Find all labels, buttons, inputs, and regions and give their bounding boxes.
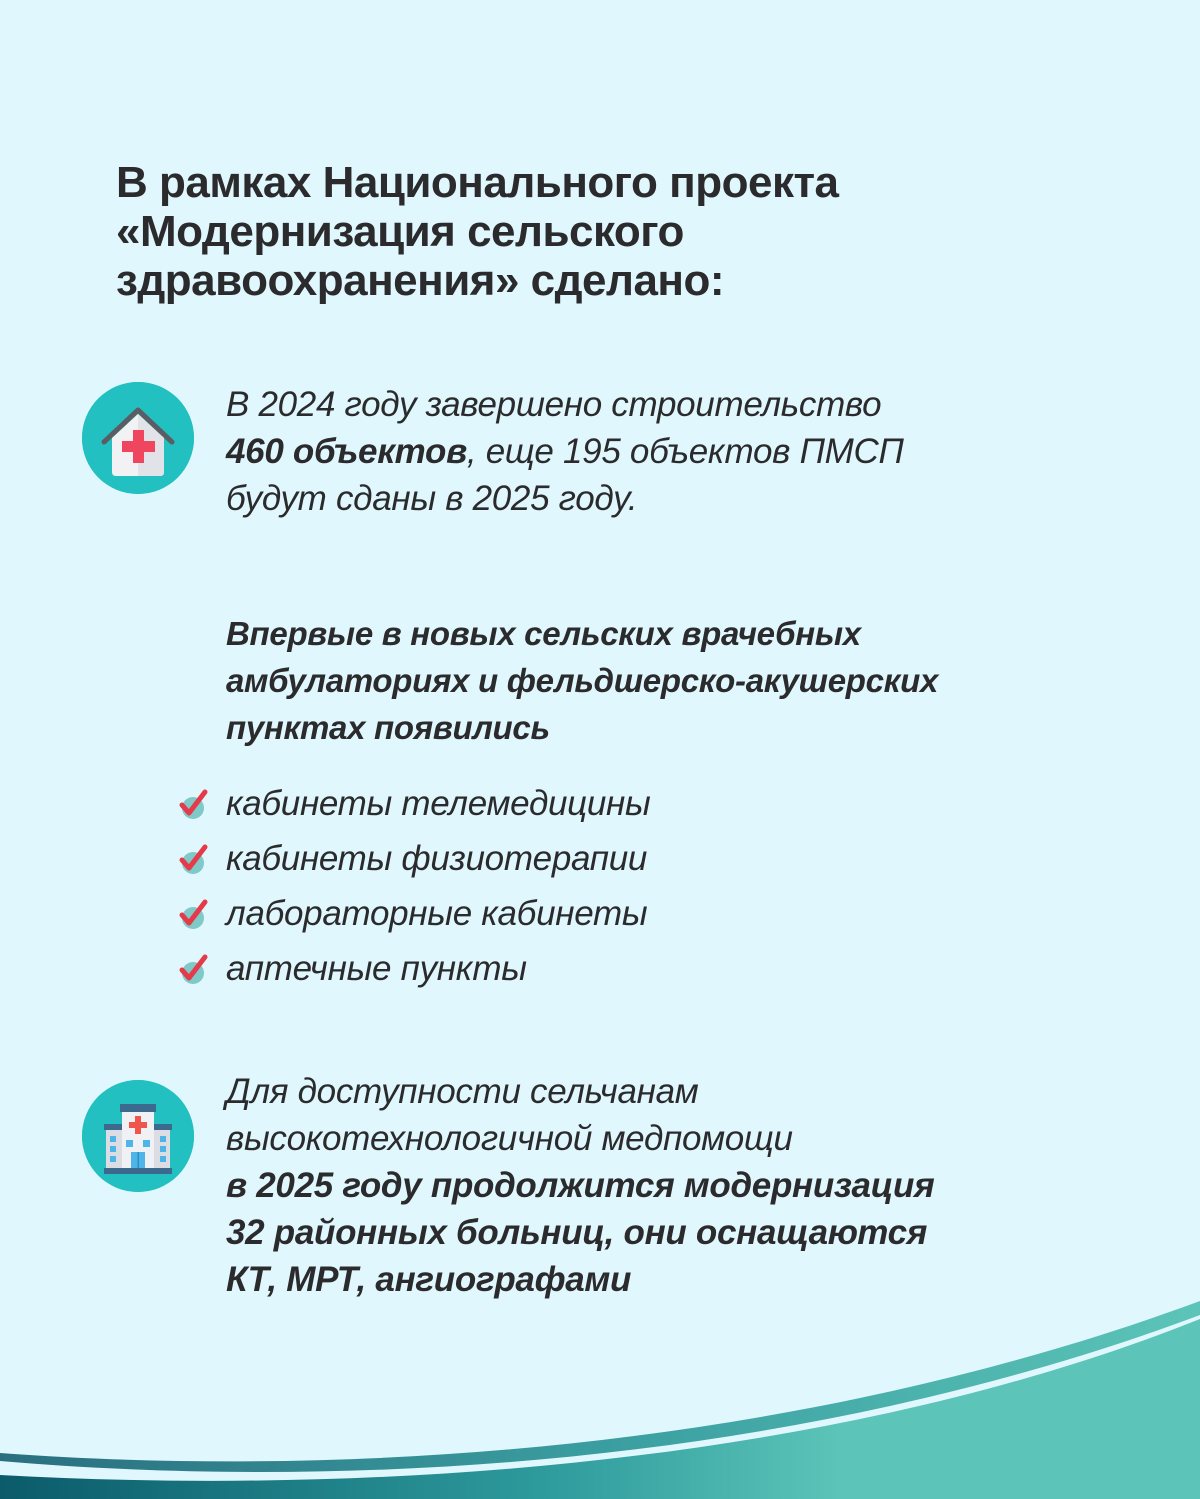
- section-construction-text: [226, 381, 904, 522]
- text-line: 32 районных больниц, они оснащаются: [226, 1213, 928, 1252]
- section-modernization-text: [226, 1068, 934, 1303]
- text-line: высокотехнологичной медпомощи: [226, 1119, 793, 1158]
- text-fragment: , еще 195 объектов ПМСП: [466, 432, 904, 471]
- list-item-label: кабинеты физиотерапии: [226, 838, 648, 878]
- text-line: В 2024 году завершено строительство: [226, 385, 882, 424]
- list-item: [176, 776, 650, 831]
- checkmark-icon: [176, 952, 210, 986]
- title-line: «Модернизация сельского: [116, 207, 684, 256]
- checkmark-icon: [176, 897, 210, 931]
- facilities-checklist: [176, 776, 650, 996]
- house-medical-icon: [82, 382, 194, 494]
- list-item: [176, 831, 650, 886]
- subheading-line: амбулаториях и фельдшерско-акушерских: [226, 662, 939, 699]
- title-line: В рамках Национального проекта: [116, 158, 839, 207]
- page-title: [116, 158, 1016, 305]
- checkmark-icon: [176, 842, 210, 876]
- list-item: [176, 886, 650, 941]
- highlight-count: 460 объектов: [226, 432, 467, 471]
- list-item-label: лабораторные кабинеты: [226, 893, 648, 933]
- subheading-line: Впервые в новых сельских врачебных: [226, 615, 861, 652]
- decorative-wave: [0, 1279, 1200, 1499]
- subheading-line: пунктах появились: [226, 709, 550, 746]
- title-line: здравоохранения» сделано:: [116, 256, 725, 305]
- section-subheading: [226, 610, 938, 751]
- list-item-label: кабинеты телемедицины: [226, 783, 651, 823]
- checkmark-icon: [176, 787, 210, 821]
- text-line: КТ, МРТ, ангиографами: [226, 1260, 632, 1299]
- hospital-building-icon: [82, 1080, 194, 1192]
- text-line: Для доступности сельчанам: [226, 1072, 699, 1111]
- text-line: в 2025 году продолжится модернизация: [226, 1166, 935, 1205]
- text-line: будут сданы в 2025 году.: [226, 479, 638, 518]
- text-line: [226, 428, 904, 475]
- list-item-label: аптечные пункты: [226, 948, 527, 988]
- list-item: [176, 941, 650, 996]
